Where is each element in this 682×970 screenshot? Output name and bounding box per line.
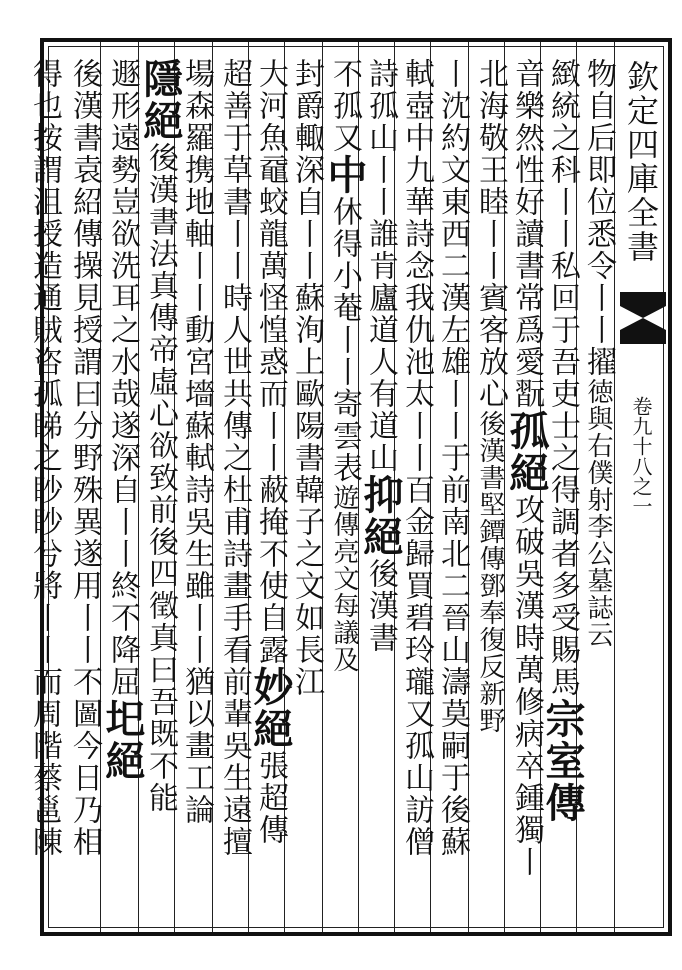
entry-heading: 圯絕	[99, 698, 146, 782]
book-title: 欽定四庫全書	[622, 60, 660, 264]
column-text: 丨沈約文東西二漢左雄丨丨于前南北二晉山濤莫嗣于後蘇	[435, 58, 470, 858]
entry-heading: 中	[321, 154, 368, 196]
column-text: 張超傳	[253, 750, 288, 846]
column-text: 遯形遠勢豈欲洗耳之水哉遂深自丨丨終不降屈	[105, 58, 140, 698]
column-text: 攻破吳漢時萬修病卒鍾獨丨	[509, 494, 544, 878]
entry-heading: 孤絕	[503, 410, 550, 494]
text-column-9	[286, 58, 326, 928]
column-text: 音樂然性好讀書常爲愛翫	[509, 58, 544, 410]
text-column-11	[214, 58, 254, 928]
column-note: 遊傳亮文每議及	[329, 484, 359, 673]
text-column-8	[321, 58, 368, 928]
column-text: 大河魚黿蛟龍萬怪惶惑而丨丨蔽掩不使自露	[253, 58, 288, 666]
entry-heading: 隱絕	[137, 58, 184, 142]
entry-heading: 妙絕	[247, 666, 294, 750]
text-column-13	[137, 58, 184, 928]
column-text: 場森羅携地軸丨丨動宮墻蘇軾詩吳生雖丨丨猶以畫工論	[179, 58, 214, 826]
text-column-12	[176, 58, 216, 928]
text-column-15	[64, 58, 104, 928]
entry-heading: 宗室傳	[539, 698, 586, 824]
column-text: 緻統之科丨丨私回于吾吏士之得調者多受賜馬	[545, 58, 580, 698]
text-column-4	[470, 58, 510, 928]
column-text: 後漢書法真傳帝虛心欲致前後四徵真曰吾既不能	[143, 142, 178, 814]
column-text: 不孤又	[327, 58, 362, 154]
text-column-5	[432, 58, 472, 928]
column-text: 休得小菴丨丨寄雲表	[327, 196, 362, 484]
column-note: 徳與右僕射李公墓誌云	[583, 378, 613, 648]
column-text: 超善于草書丨丨時人世共傳之杜甫詩畫手看前輩吳生遠擅	[217, 58, 252, 858]
column-note: 後漢書	[363, 558, 398, 654]
column-note: 後漢書堅鐔傳鄧奉復反新野	[475, 410, 505, 734]
column-text: 北海敬王睦丨丨賓客放心	[473, 58, 508, 410]
text-column-14	[99, 58, 146, 928]
column-text: 後漢書袁紹傳操見授謂曰分野殊異遂用丨丨不圖今日乃相	[67, 58, 102, 858]
column-text: 軾壺中九華詩念我仇池太丨丨百金歸買碧玲瓏又孤山訪僧	[399, 58, 434, 858]
text-column-10	[247, 58, 294, 928]
column-text: 物自后即位悉令丨丨擢	[581, 58, 616, 378]
column-text: 詩孤山丨丨誰肯廬道人有道山	[363, 58, 398, 474]
text-column-3	[503, 58, 550, 928]
column-text: 得也按謂沮授造通賊咨孤睇之眇眇兮將丨丨而周階蔡邕陳	[27, 58, 62, 858]
column-text: 封爵輙深自丨丨蘇洵上歐陽書韓子之文如長江	[289, 58, 324, 698]
volume-label: 卷九十八之一	[629, 396, 653, 516]
text-column-16	[28, 58, 64, 928]
fishtail-mark-icon	[618, 288, 668, 348]
entry-heading: 抑絕	[357, 474, 404, 558]
